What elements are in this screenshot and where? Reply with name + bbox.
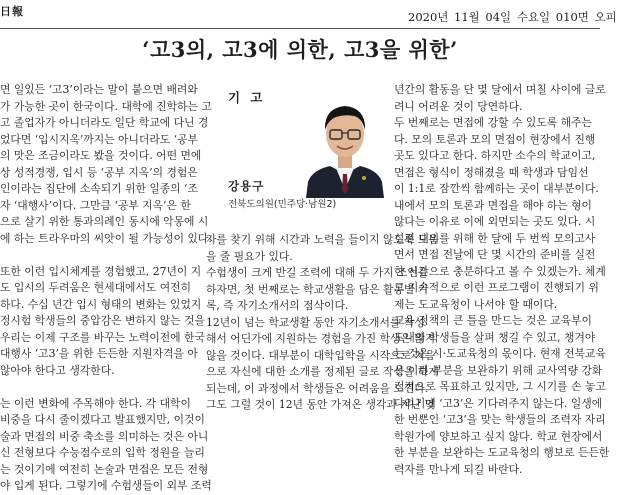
article-line: 면 일있든 ‘고3’이라는 말이 붙으면 배려와 (0, 83, 198, 96)
article-line: 두 번째로는 면접에 강할 수 있도록 해주는 (394, 116, 592, 129)
article-line: 실전 대비를 위해 한 달에 두 번씩 모의고사 (394, 231, 596, 245)
article-line: 인이라는 집단에 소속되기 위한 일종의 ‘조 (0, 182, 198, 195)
article-line: 수험생이 크게 반길 조력에 대해 두 가지 조언을 (206, 266, 429, 279)
article-headline: ‘고3의, 고3에 의한, 고3을 위한’ (142, 37, 458, 62)
article-line: 않아야 한다고 생각한다. (0, 363, 115, 377)
article-line: 다리기에 ‘고3’은 기다려주지 않는다. 일생에 (394, 396, 603, 410)
article-line: 는 것이기에 여전히 논술과 면접은 모든 전형 (0, 462, 209, 476)
article-line: 력자를 만나게 되길 바란다. (394, 462, 523, 476)
article-line: 않을 것이다. 대부분이 대학입학을 시작으로 처음 (206, 348, 436, 362)
article-line: 술과 면접의 비중 축소를 의미하는 것은 아니 (0, 429, 209, 443)
article-line: 에 하는 트라우마의 씨앗이 될 가능성이 있다. (0, 231, 212, 245)
article-line: 도내의 학생들을 살펴 챙길 수 있고, 챙겨야 (394, 330, 596, 344)
author-portrait (302, 90, 388, 198)
article-line: 내에서 모의 토론과 면접을 해야 하는 형이 (394, 198, 592, 212)
article-line: 야 입게 된다. 그렇기에 수험생들이 외부 조력 (0, 479, 212, 492)
article-line: 한 번뿐인 ‘고3’을 맞는 학생들의 조력자 자리 (394, 413, 606, 426)
article-line: 도 입시의 두려움은 현세대에서도 여전히 (0, 281, 192, 294)
article-line: 는 것은 시·도교육청의 몫이다. 현재 전북교육 (394, 347, 606, 360)
masthead (0, 0, 617, 28)
masthead-divider (0, 28, 600, 29)
article-line: 을 줄 필요가 있다. (206, 249, 293, 263)
article-line: 자 ‘대행사’이다. 그만큼 ‘공부 지옥’은 한 (0, 198, 191, 212)
article-line: 록, 즉 자기소개서의 점삭이다. (206, 299, 349, 312)
article-line: 는 이런 변화에 주목해야 한다. 각 대학이 (0, 396, 191, 410)
article-line: 자를 찾기 위해 시간과 노력을 들이지 않도록 도움 (206, 233, 439, 246)
article-line: 었다면 ‘입시지옥’까지는 아니더라도 ‘공부 (0, 132, 198, 146)
dateline: 2020년 11월 04일 수요일 010면 오피 (408, 10, 617, 24)
byline-box (206, 82, 394, 232)
article-line: 면접은 형식이 정해졌을 때 학생과 담임선 (394, 165, 589, 179)
author-name: 강용구 (228, 179, 265, 193)
article-line: 상 성적경쟁, 입시 등 ‘공부 지옥’의 경험은 (0, 165, 198, 179)
article-line: 이 1:1로 잠깐씩 함께하는 곳이 대부분이다. (394, 182, 599, 195)
newspaper-name: 日報 (0, 5, 24, 18)
article-line: 않다는 이유로 이에 외면되는 곳도 있다. 시 (394, 215, 596, 228)
article-line: 한 부분을 보완하는 도교육청의 행보로 든든한 (394, 446, 610, 459)
article-line: 하자면, 첫 번째로는 학교생활을 담은 활동별 기 (206, 282, 429, 296)
article-line: 면서 면접 전날에 단 몇 시간의 준비를 실전 (394, 248, 596, 261)
article-line (0, 247, 206, 264)
article-line: 한 시간으로 충분하다고 볼 수 있겠는가. 체계 (394, 264, 606, 278)
article-line: 곳도 있다고 한다. 하지만 소수의 학교이고, (394, 149, 596, 162)
article-line: 가 가능한 곳이 한국이다. 대학에 진학하는 고 (0, 99, 212, 113)
article-line: 으로 살기 위한 통과의례인 동시에 악몽에 시 (0, 215, 209, 228)
article-line: 년간의 활동을 단 몇 달에서 며칠 사이에 글로 (394, 83, 606, 96)
article-line: 신 전형보다 수능점수로의 입학 정원을 늘리 (0, 446, 205, 459)
article-line: 그도 그럴 것이 12년 동안 가져온 생각과 지난 몇 (206, 398, 435, 411)
article-line: 또한 이런 입시체계를 경험했고, 27년이 지 (0, 264, 202, 278)
article-line: 의 맛은 조금이라도 봤을 것이다. 어떤 면에 (0, 149, 202, 162)
article-line (0, 379, 206, 396)
article-line: 우리는 이제 구조를 바꾸는 노력이전에 한국 (0, 330, 205, 344)
article-line: 고 졸업자가 아니더라도 일단 학교에 다닌 경 (0, 116, 209, 129)
article-column-right (394, 82, 610, 476)
article-line: 제는 도교육청이 나서야 할 때이다. (394, 297, 558, 311)
article-line: 해서 어딘가에 지원하는 경험을 가진 학생은 많지 (206, 332, 436, 345)
article-line: 은 이런 부분을 보완하기 위해 교사역량 강화 (394, 363, 603, 377)
article-line: 정시험 학생들의 중압감은 변하지 않는 것을 (0, 314, 205, 327)
article-line: 비중을 다시 줄이겠다고 발표했지만, 이것이 (0, 413, 205, 426)
article-line: 다. 모의 토론과 모의 면접이 현장에서 진행 (394, 132, 596, 146)
article-line: 학원가에 양보하고 싶지 않다. 학교 현장에서 (394, 429, 603, 443)
article-line: 으로 자신에 대한 소개를 정제된 글로 작성을 하게 (206, 365, 439, 378)
article-line: 고 지속적으로 이런 프로그램이 진행되기 위 (394, 281, 599, 294)
section-label: 기 고 (228, 90, 266, 105)
article-column-middle (206, 232, 439, 450)
author-title: 전북도의원(민주당·남원2) (228, 199, 337, 210)
article-column-left (0, 82, 212, 492)
article-line: 려니 어려운 것이 당연하다. (394, 99, 523, 113)
article-line: 점적으로 목표하고 있지만, 그 시기를 손 놓고 (394, 380, 606, 393)
article-line: 되는데, 이 과정에서 학생들은 어려움을 느낀다. (206, 381, 429, 395)
article-line: 대행사 ‘고3’을 위한 든든한 지원자격을 아 (0, 347, 198, 360)
article-line: 12년이 넘는 학교생활 동안 자기소개서를 작성 (206, 315, 425, 329)
article-line: 교육 정책의 큰 틀을 만드는 것은 교육부이 (394, 314, 592, 327)
article-line: 하다. 수십 년간 입시 형태의 변화는 있었지 (0, 297, 202, 311)
